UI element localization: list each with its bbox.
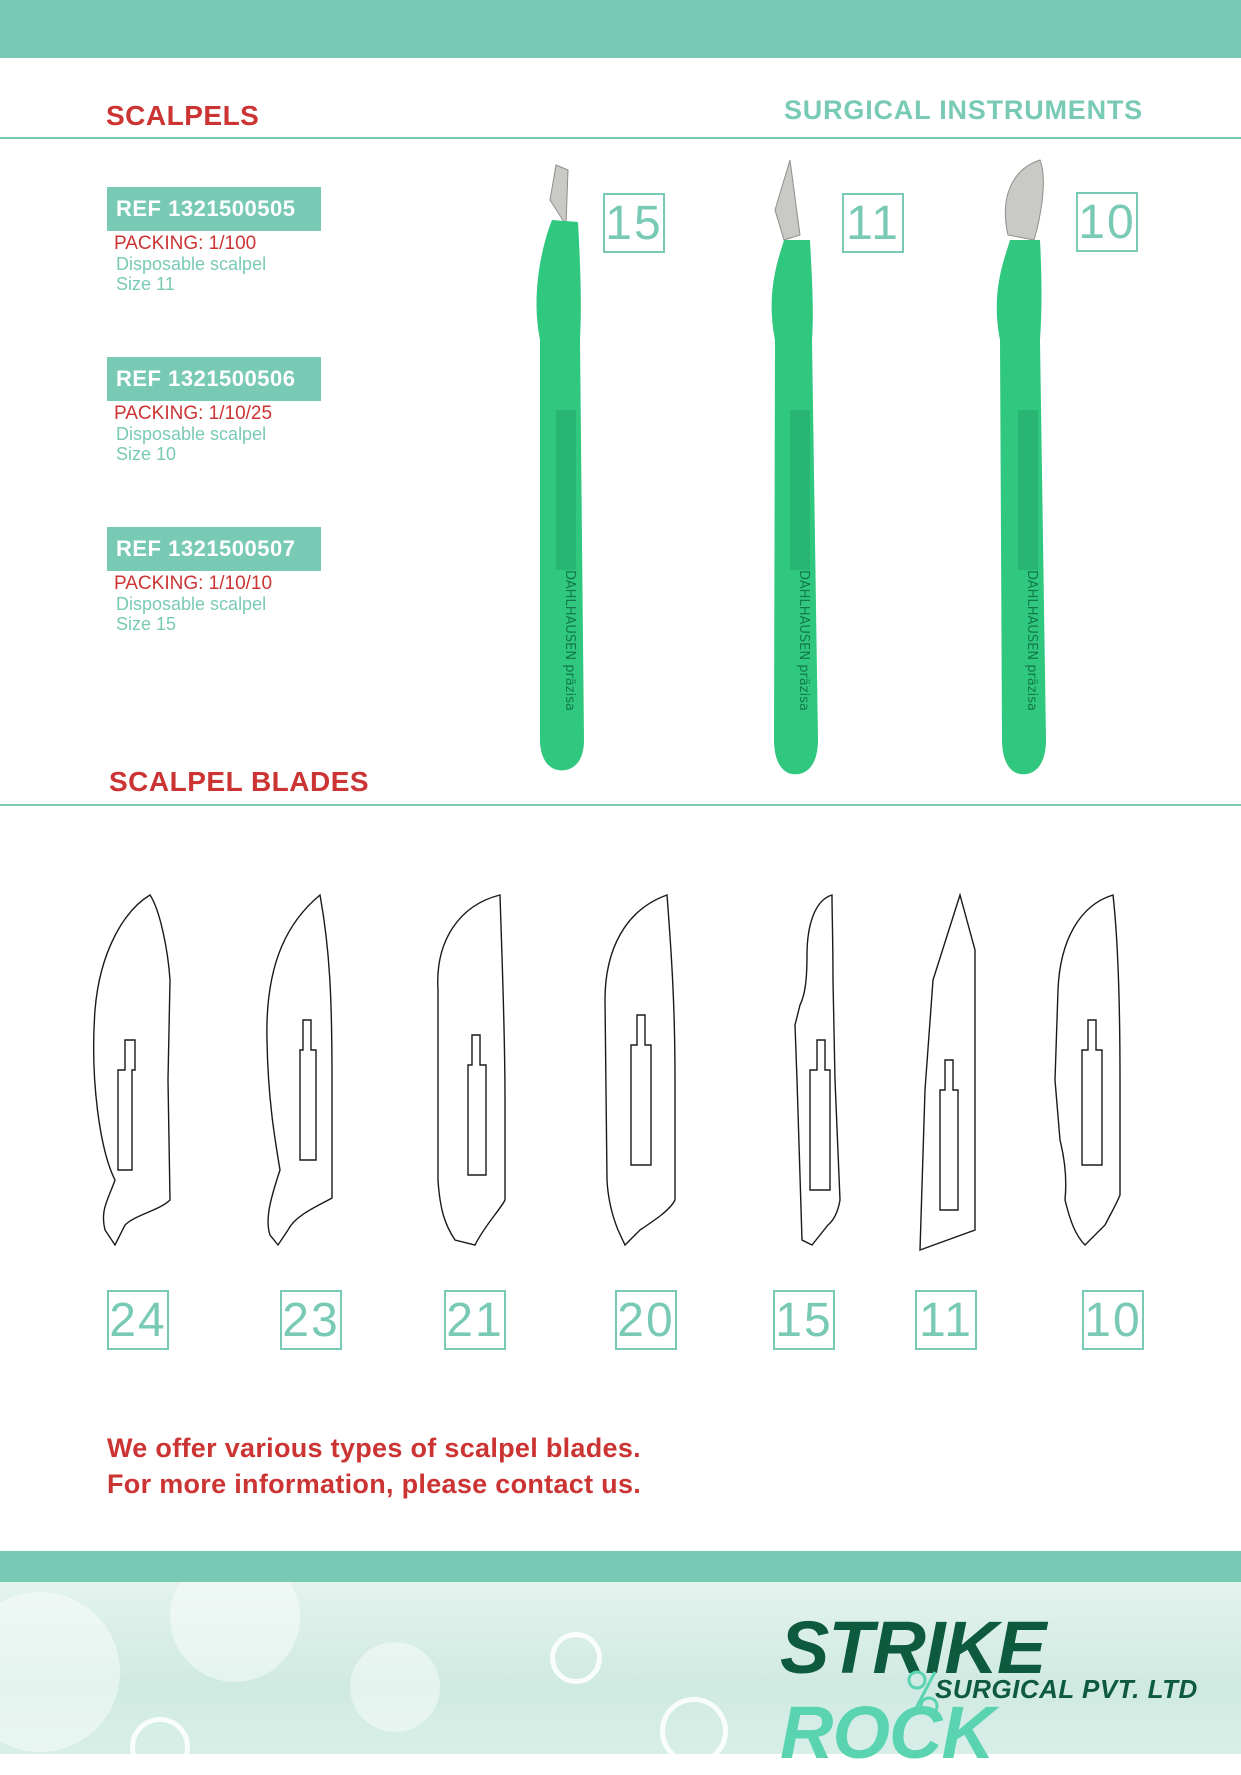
size-text: Size 15 xyxy=(116,614,177,634)
ref-tag: REF 1321500507 xyxy=(107,527,321,571)
blade-24-outline xyxy=(94,895,170,1245)
scalpel-imprint: DAHLHAUSEN präzisa xyxy=(796,570,811,711)
size-label-15: 15 xyxy=(603,193,665,253)
blade-15-outline xyxy=(795,895,840,1245)
packing-text: PACKING: 1/10/10 xyxy=(114,573,273,594)
blade-23-outline xyxy=(267,895,332,1245)
size-label-11: 11 xyxy=(842,193,904,253)
blade-11-outline xyxy=(920,895,975,1250)
blade-20-outline xyxy=(605,895,675,1245)
scalpel-imprint: DAHLHAUSEN präzisa xyxy=(1024,570,1039,711)
bottom-band xyxy=(0,1551,1241,1582)
product-block xyxy=(107,187,321,294)
blade-size-label: 23 xyxy=(280,1290,342,1350)
size-label-10: 10 xyxy=(1076,192,1138,252)
contact-line-1: We offer various types of scalpel blades. xyxy=(107,1433,641,1463)
contact-line-2: For more information, please contact us. xyxy=(107,1469,642,1499)
scalpel-imprint: DAHLHAUSEN präzisa xyxy=(562,570,577,711)
packing-text: PACKING: 1/100 xyxy=(114,233,257,254)
blade-size-label: 11 xyxy=(915,1290,977,1350)
category-title: SURGICAL INSTRUMENTS xyxy=(783,95,1143,125)
blade-size-label: 10 xyxy=(1082,1290,1144,1350)
scalpels-title: SCALPELS xyxy=(106,100,260,131)
scalpel-size-11 xyxy=(772,160,818,774)
ref-tag: REF 1321500506 xyxy=(107,357,321,401)
blade-size-label: 15 xyxy=(773,1290,835,1350)
blade-outlines xyxy=(80,880,1180,1260)
packing-text: PACKING: 1/10/25 xyxy=(114,403,273,424)
blades-divider xyxy=(0,804,1241,806)
blade-size-label: 20 xyxy=(615,1290,677,1350)
product-block xyxy=(107,527,321,634)
blade-size-label: 21 xyxy=(444,1290,506,1350)
scalpel-size-10 xyxy=(997,160,1046,774)
description-text: Disposable scalpel xyxy=(116,424,267,444)
scalpels-photo xyxy=(500,140,1140,780)
contact-message xyxy=(107,1430,641,1502)
description-text: Disposable scalpel xyxy=(116,254,267,274)
blade-size-label: 24 xyxy=(107,1290,169,1350)
size-text: Size 10 xyxy=(116,444,177,464)
ref-tag: REF 1321500505 xyxy=(107,187,321,231)
scalpel-size-15 xyxy=(537,165,584,770)
size-text: Size 11 xyxy=(116,274,175,294)
logo-word-1: STRIKE xyxy=(780,1606,1046,1689)
logo-subtitle: SURGICAL PVT. LTD xyxy=(935,1674,1198,1704)
description-text: Disposable scalpel xyxy=(116,594,267,614)
blade-10-outline xyxy=(1055,895,1120,1245)
scalpel-blades-title: SCALPEL BLADES xyxy=(109,766,370,797)
top-band xyxy=(0,0,1241,58)
blade-21-outline xyxy=(438,895,505,1245)
product-block xyxy=(107,357,321,464)
scalpels-divider xyxy=(0,137,1241,139)
logo-word-2: ROCK xyxy=(780,1691,994,1774)
